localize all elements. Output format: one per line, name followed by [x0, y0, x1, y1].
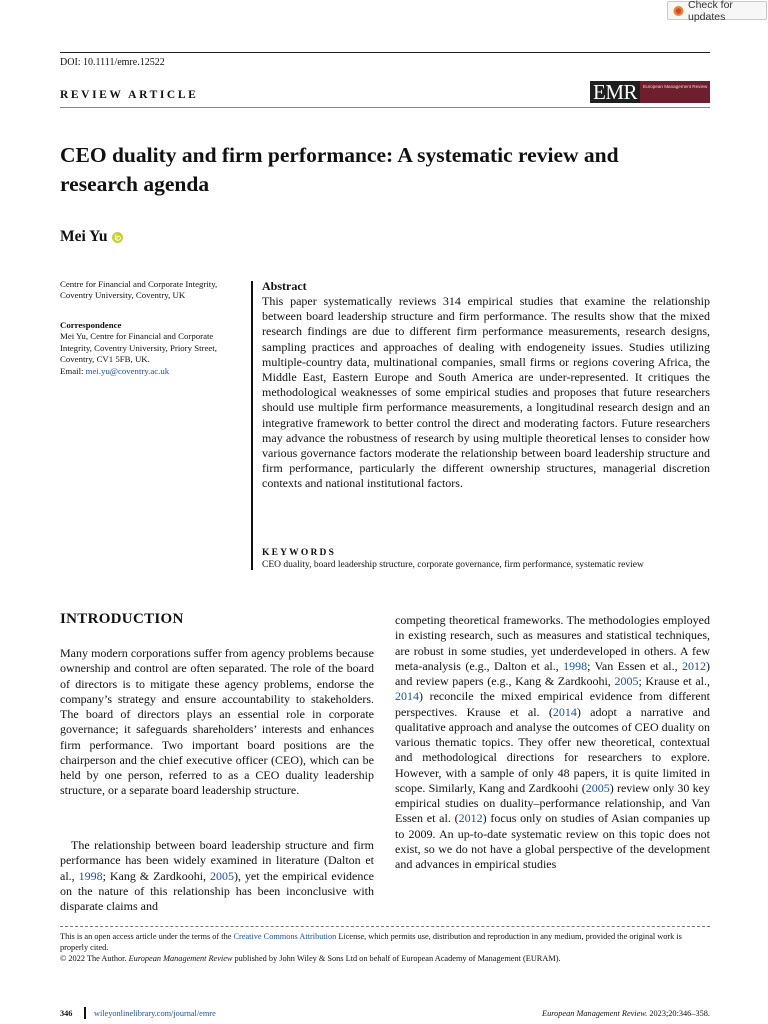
article-title: CEO duality and firm performance: A systematic review and research agenda: [60, 143, 619, 196]
text-run: ; Kang & Zardkoohi,: [102, 868, 210, 883]
abstract-text: This paper systematically reviews 314 empirical studies that examine the relationship between board leadership structure and firm performance. The results show that the mixed research findings are due to different firm performance measurements, research designs, sampling practices and approaches of dealing with endogeneity issues. Studies utilizing multiple-country data, multinational companies, small firms or regions covering Africa, the Middle East, Eastern Europe and South America are under-represented. It critiques the methodological weaknesses of some empirical studies and proposes that future researchers should use multiple firm performance measurements, a longitudinal research design and an integrative framework to better control the direct and moderating factors. Future researchers may advance the robustness of research by using multiple theoretical lenses to consider how various governance factors moderate the relationship between board leadership structure and firm performance, particularly the different ownership structures, managerial discretion contexts and national institutional factors.: [262, 294, 710, 491]
doi: DOI: 10.1111/emre.12522: [60, 57, 165, 68]
page-number: 346: [60, 1008, 73, 1018]
check-for-updates-label: Check for updates: [687, 0, 733, 23]
keywords-heading: KEYWORDS: [262, 548, 337, 558]
orcid-icon[interactable]: [112, 232, 123, 243]
article-type-rule: [60, 107, 710, 108]
correspondence-email-line: [60, 366, 245, 377]
citation-link[interactable]: 2012: [458, 811, 483, 826]
text-run: ) and review papers (e.g., Kang & Zardkoohi,: [395, 658, 710, 688]
intro-column-2: [395, 613, 710, 872]
keywords: [262, 548, 710, 570]
text-run: ) review only 30 key empirical studies on duality–performance relationship, and Van Essen et al. (: [395, 780, 710, 826]
journal-site-link[interactable]: wileyonlinelibrary.com/journal/emre: [93, 1008, 216, 1018]
citation-link[interactable]: 2005: [585, 780, 610, 795]
article-type: REVIEW ARTICLE: [60, 89, 199, 101]
page-footer: [60, 1007, 710, 1019]
correspondence: [60, 320, 245, 377]
text-run: ; Van Essen et al.,: [587, 658, 682, 673]
text-run: License, which permits use, distribution and reproduction in any medium, provided the original work is properly cited.: [60, 932, 682, 952]
text-run: ) focus only on studies of Asian companies up to 2009. An up-to-date systematic review on this topic does not exist, so we do not have a global perspective of the development and advances in empirical studies: [395, 811, 711, 871]
journal-name: European Management Review: [128, 954, 233, 963]
text-run: published by John Wiley & Sons Ltd on behalf of European Academy of Management (EURAM).: [232, 954, 561, 963]
abstract-bar: [251, 281, 253, 570]
abstract: [262, 279, 710, 492]
text-run: ) adopt a narrative and qualitative approach and analyse the outcomes of CEO duality on various thematic topics. They offer new theoretical, contextual and methodological directions for researchers to explore. However, with a sample of only 48 papers, it is quite limited in scope. Similarly, Kang and Zardkoohi (: [395, 704, 710, 795]
citation-link[interactable]: 2005: [614, 674, 639, 688]
footer-separator: [84, 1007, 86, 1019]
license-footnote: [60, 931, 710, 964]
author-name: Mei Yu: [60, 228, 108, 245]
text-run: This is an open access article under the terms of the: [60, 932, 234, 941]
intro-heading: INTRODUCTION: [60, 611, 184, 627]
license-text: [60, 931, 710, 953]
text-run: ), yet the empirical evidence on the nature of this relationship has been inconclusive with disparate claims and: [60, 868, 375, 913]
citation-link[interactable]: 1998: [78, 868, 103, 883]
journal-logo: [590, 81, 710, 103]
citation-link[interactable]: 2005: [210, 868, 234, 883]
abstract-heading: Abstract: [262, 279, 307, 293]
intro-paragraph-1: Many modern corporations suffer from agency problems because ownership and control are often separated. The role of the board of directors is to mitigate these agency problems, endorse the company’s strategy and ensure accountability to stakeholders. The board of directors plays an essential role in corporate governance; it safeguards shareholders’ interests and enhances firm performance. Two important board positions are the chairperson and the chief executive officer (CEO), which can be held by one person, referred to as a CEO duality leadership structure, or a separate board leadership structure.: [60, 646, 374, 798]
citation-volume: 2023;20:346–358.: [647, 1008, 710, 1018]
journal-logo-subtitle: European Management Review: [640, 81, 710, 103]
citation-link[interactable]: 2012: [682, 658, 706, 673]
text-run: competing theoretical frameworks. The methodologies employed in existing research, such as measures and statistical techniques, are robust in some studies, yet underdeveloped in others. A few meta-analysis (e.g., Dalton et al.,: [395, 613, 710, 673]
text-run: ) reconcile the mixed empirical evidence from different perspectives. Krause et al. (: [395, 689, 710, 719]
intro-paragraph-2: [60, 838, 374, 914]
header-rule: [60, 52, 710, 53]
check-for-updates-button[interactable]: [667, 0, 767, 23]
text-run: The relationship between board leadership structure and firm performance has been widely examined in literature (Dalton et al.,: [60, 838, 374, 883]
correspondence-text: Mei Yu, Centre for Financial and Corporate Integrity, Coventry University, Priory Street, Coventry, CV1 5FB, UK.: [60, 331, 217, 365]
footnote-rule: [60, 926, 710, 927]
affiliation: Centre for Financial and Corporate Integrity, Coventry University, Coventry, UK: [60, 279, 218, 301]
keywords-text: CEO duality, board leadership structure, corporate governance, firm performance, systematic review: [262, 560, 644, 570]
citation-journal: European Management Review.: [542, 1008, 648, 1018]
check-updates-icon: [673, 5, 684, 17]
email-label: Email:: [60, 365, 86, 376]
citation-link[interactable]: 2014: [552, 704, 577, 719]
citation: [542, 1009, 710, 1018]
creative-commons-link[interactable]: Creative Commons Attribution: [233, 932, 337, 941]
author: [60, 228, 123, 246]
journal-logo-mark: EMR: [590, 81, 640, 103]
citation-link[interactable]: 1998: [563, 658, 588, 673]
email-link[interactable]: mei.yu@coventry.ac.uk: [85, 365, 170, 376]
text-run: ; Krause et al.,: [638, 674, 711, 688]
correspondence-heading: Correspondence: [60, 320, 122, 330]
citation-link[interactable]: 2014: [395, 689, 419, 704]
text-run: © 2022 The Author.: [60, 954, 129, 963]
copyright-text: [60, 953, 710, 964]
